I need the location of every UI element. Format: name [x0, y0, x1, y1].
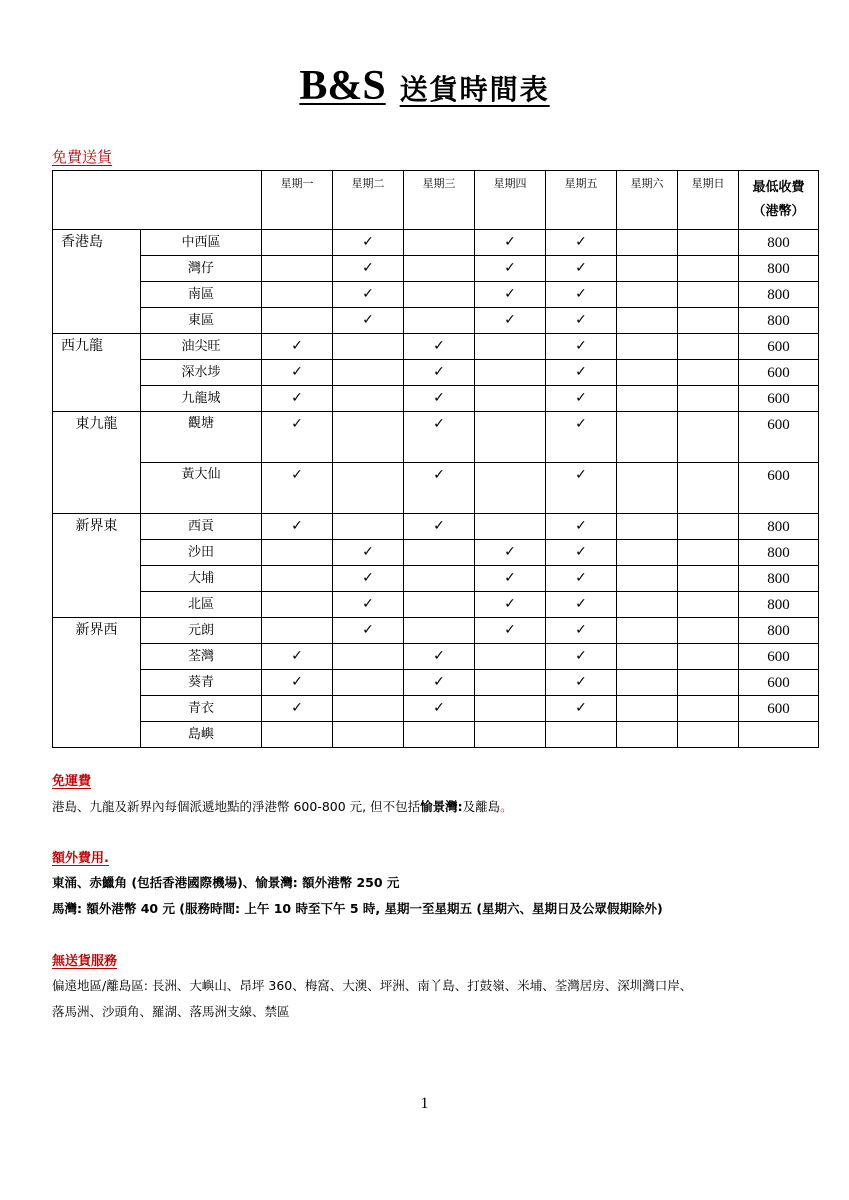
- check-icon: ✓: [433, 648, 445, 665]
- check-icon: ✓: [433, 674, 445, 691]
- day-cell: [678, 670, 739, 696]
- check-icon: ✓: [575, 648, 587, 665]
- min-fee-value: 800: [739, 514, 819, 540]
- day-cell: [333, 540, 404, 566]
- extra-fee-line1: 東涌、赤鱲角 (包括香港國際機場)、愉景灣: 額外港幣 250 元: [52, 875, 400, 890]
- header-day: 星期五: [546, 171, 617, 230]
- table-row: [53, 360, 819, 386]
- day-cell: [546, 463, 617, 514]
- day-cell: [546, 618, 617, 644]
- table-row: [53, 566, 819, 592]
- district-name: 島嶼: [141, 722, 262, 748]
- check-icon: ✓: [291, 467, 303, 483]
- day-cell: [404, 412, 475, 463]
- district-name: 九龍城: [141, 386, 262, 412]
- day-cell: [546, 334, 617, 360]
- day-cell: [475, 722, 546, 748]
- header-min-fee-line2: （港幣）: [752, 204, 805, 219]
- table-row: [53, 540, 819, 566]
- table-row: [53, 618, 819, 644]
- day-cell: [333, 412, 404, 463]
- day-cell: [678, 386, 739, 412]
- check-icon: ✓: [575, 286, 587, 303]
- day-cell: [404, 230, 475, 256]
- day-cell: [475, 514, 546, 540]
- check-icon: ✓: [504, 234, 516, 251]
- day-cell: [617, 360, 678, 386]
- day-cell: [333, 696, 404, 722]
- day-cell: [262, 386, 333, 412]
- check-icon: ✓: [433, 518, 445, 535]
- min-fee-value: 800: [739, 282, 819, 308]
- min-fee-value: [739, 722, 819, 748]
- day-cell: [404, 592, 475, 618]
- check-icon: ✓: [575, 570, 587, 587]
- district-name: 灣仔: [141, 256, 262, 282]
- day-cell: [617, 722, 678, 748]
- region-name: 東九龍: [53, 412, 141, 514]
- table-row: [53, 592, 819, 618]
- region-name: 新界西: [53, 618, 141, 748]
- min-fee-value: 600: [739, 334, 819, 360]
- day-cell: [333, 566, 404, 592]
- day-cell: [404, 282, 475, 308]
- district-name: 荃灣: [141, 644, 262, 670]
- check-icon: ✓: [575, 260, 587, 277]
- region-name: 香港島: [53, 230, 141, 334]
- day-cell: [678, 592, 739, 618]
- min-fee-value: 800: [739, 308, 819, 334]
- table-row: [53, 334, 819, 360]
- check-icon: ✓: [504, 312, 516, 329]
- check-icon: ✓: [575, 416, 587, 432]
- check-icon: ✓: [362, 234, 374, 251]
- table-row: [53, 412, 819, 463]
- day-cell: [475, 308, 546, 334]
- day-cell: [546, 256, 617, 282]
- day-cell: [475, 230, 546, 256]
- day-cell: [475, 566, 546, 592]
- region-name: 西九龍: [53, 334, 141, 412]
- check-icon: ✓: [362, 570, 374, 587]
- day-cell: [333, 644, 404, 670]
- check-icon: ✓: [433, 390, 445, 407]
- table-row: [53, 256, 819, 282]
- day-cell: [262, 412, 333, 463]
- day-cell: [617, 592, 678, 618]
- min-fee-value: 800: [739, 618, 819, 644]
- table-row: [53, 282, 819, 308]
- day-cell: [404, 566, 475, 592]
- day-cell: [617, 282, 678, 308]
- title-text: 送貨時間表: [399, 73, 550, 106]
- day-cell: [678, 514, 739, 540]
- day-cell: [678, 722, 739, 748]
- district-name: 青衣: [141, 696, 262, 722]
- day-cell: [475, 540, 546, 566]
- day-cell: [678, 618, 739, 644]
- table-row: [53, 670, 819, 696]
- day-cell: [262, 670, 333, 696]
- day-cell: [678, 644, 739, 670]
- day-cell: [333, 334, 404, 360]
- day-cell: [678, 412, 739, 463]
- district-name: 黃大仙: [141, 463, 262, 514]
- day-cell: [333, 308, 404, 334]
- day-cell: [262, 592, 333, 618]
- table-row: [53, 722, 819, 748]
- table-row: [53, 644, 819, 670]
- check-icon: ✓: [433, 416, 445, 432]
- day-cell: [617, 644, 678, 670]
- day-cell: [475, 282, 546, 308]
- day-cell: [617, 696, 678, 722]
- day-cell: [546, 644, 617, 670]
- district-name: 東區: [141, 308, 262, 334]
- day-cell: [546, 670, 617, 696]
- check-icon: ✓: [291, 416, 303, 432]
- day-cell: [617, 514, 678, 540]
- day-cell: [475, 412, 546, 463]
- check-icon: ✓: [575, 390, 587, 407]
- check-icon: ✓: [362, 312, 374, 329]
- day-cell: [404, 334, 475, 360]
- min-fee-value: 600: [739, 386, 819, 412]
- day-cell: [546, 592, 617, 618]
- check-icon: ✓: [291, 364, 303, 381]
- min-fee-value: 800: [739, 230, 819, 256]
- min-fee-value: 600: [739, 412, 819, 463]
- day-cell: [617, 463, 678, 514]
- check-icon: ✓: [575, 622, 587, 639]
- district-name: 深水埗: [141, 360, 262, 386]
- check-icon: ✓: [575, 364, 587, 381]
- table-row: [53, 308, 819, 334]
- no-delivery-line2: 落馬洲、沙頭角、羅湖、落馬洲支線、禁區: [52, 1004, 290, 1019]
- extra-fee-heading: 額外費用.: [52, 851, 109, 866]
- no-delivery-heading: 無送貨服務: [52, 954, 118, 969]
- day-cell: [262, 566, 333, 592]
- day-cell: [333, 256, 404, 282]
- day-cell: [262, 230, 333, 256]
- min-fee-value: 800: [739, 256, 819, 282]
- day-cell: [678, 566, 739, 592]
- day-cell: [262, 514, 333, 540]
- check-icon: ✓: [291, 674, 303, 691]
- day-cell: [404, 463, 475, 514]
- day-cell: [475, 386, 546, 412]
- header-day: 星期六: [617, 171, 678, 230]
- day-cell: [546, 386, 617, 412]
- check-icon: ✓: [291, 338, 303, 355]
- district-name: 中西區: [141, 230, 262, 256]
- day-cell: [617, 230, 678, 256]
- day-cell: [678, 230, 739, 256]
- day-cell: [262, 696, 333, 722]
- day-cell: [404, 360, 475, 386]
- day-cell: [678, 696, 739, 722]
- check-icon: ✓: [291, 518, 303, 535]
- table-row: [53, 230, 819, 256]
- day-cell: [262, 308, 333, 334]
- day-cell: [333, 618, 404, 644]
- check-icon: ✓: [504, 260, 516, 277]
- day-cell: [546, 360, 617, 386]
- district-name: 西貢: [141, 514, 262, 540]
- district-name: 葵青: [141, 670, 262, 696]
- day-cell: [404, 696, 475, 722]
- day-cell: [617, 412, 678, 463]
- day-cell: [262, 334, 333, 360]
- min-fee-value: 800: [739, 540, 819, 566]
- check-icon: ✓: [575, 674, 587, 691]
- day-cell: [617, 670, 678, 696]
- day-cell: [262, 282, 333, 308]
- day-cell: [678, 282, 739, 308]
- district-name: 觀塘: [141, 412, 262, 463]
- day-cell: [333, 670, 404, 696]
- day-cell: [546, 514, 617, 540]
- day-cell: [678, 308, 739, 334]
- day-cell: [333, 514, 404, 540]
- page-title: [0, 62, 849, 110]
- day-cell: [333, 463, 404, 514]
- check-icon: ✓: [504, 596, 516, 613]
- day-cell: [404, 618, 475, 644]
- day-cell: [333, 386, 404, 412]
- extra-fee-line2: 馬灣: 額外港幣 40 元 (服務時間: 上午 10 時至下午 5 時, 星期一至星期五 (星期六、星期日及公眾假期除外): [52, 901, 663, 916]
- header-min-fee: [739, 171, 819, 230]
- district-name: 油尖旺: [141, 334, 262, 360]
- day-cell: [678, 360, 739, 386]
- check-icon: ✓: [504, 544, 516, 561]
- day-cell: [617, 618, 678, 644]
- day-cell: [546, 308, 617, 334]
- check-icon: ✓: [504, 286, 516, 303]
- check-icon: ✓: [575, 338, 587, 355]
- check-icon: ✓: [291, 700, 303, 717]
- check-icon: ✓: [504, 622, 516, 639]
- header-day: 星期日: [678, 171, 739, 230]
- check-icon: ✓: [362, 544, 374, 561]
- waiver-text-main: 港島、九龍及新界內每個派遞地點的淨港幣 600-800 元, 但不包括: [52, 799, 421, 814]
- check-icon: ✓: [362, 622, 374, 639]
- min-fee-value: 600: [739, 360, 819, 386]
- table-row: [53, 386, 819, 412]
- day-cell: [262, 540, 333, 566]
- header-day: 星期四: [475, 171, 546, 230]
- day-cell: [617, 386, 678, 412]
- day-cell: [262, 618, 333, 644]
- day-cell: [333, 282, 404, 308]
- check-icon: ✓: [291, 390, 303, 407]
- day-cell: [475, 670, 546, 696]
- header-day: 星期一: [262, 171, 333, 230]
- check-icon: ✓: [575, 596, 587, 613]
- table-row: [53, 463, 819, 514]
- day-cell: [546, 696, 617, 722]
- min-fee-value: 600: [739, 670, 819, 696]
- min-fee-value: 600: [739, 463, 819, 514]
- check-icon: ✓: [362, 260, 374, 277]
- day-cell: [333, 722, 404, 748]
- check-icon: ✓: [575, 312, 587, 329]
- table-row: [53, 514, 819, 540]
- min-fee-value: 600: [739, 644, 819, 670]
- day-cell: [475, 334, 546, 360]
- day-cell: [546, 540, 617, 566]
- day-cell: [404, 670, 475, 696]
- check-icon: ✓: [504, 570, 516, 587]
- day-cell: [475, 618, 546, 644]
- check-icon: ✓: [575, 700, 587, 717]
- no-delivery-line1: 偏遠地區/離島區: 長洲、大嶼山、昂坪 360、梅窩、大澳、坪洲、南丫島、打鼓嶺、米埔、荃灣居房、深圳灣口岸、: [52, 978, 693, 993]
- district-name: 北區: [141, 592, 262, 618]
- header-min-fee-line1: 最低收費: [752, 180, 805, 195]
- check-icon: ✓: [433, 700, 445, 717]
- day-cell: [617, 334, 678, 360]
- day-cell: [475, 256, 546, 282]
- check-icon: ✓: [433, 467, 445, 483]
- day-cell: [546, 230, 617, 256]
- header-blank: [53, 171, 262, 230]
- table-row: [53, 696, 819, 722]
- table-header-row: [53, 171, 819, 230]
- waiver-text: [52, 797, 513, 815]
- check-icon: ✓: [433, 364, 445, 381]
- day-cell: [617, 540, 678, 566]
- waiver-text-after: 及離島: [462, 799, 501, 814]
- day-cell: [475, 644, 546, 670]
- title-brand: B&S: [299, 63, 386, 109]
- region-name: 新界東: [53, 514, 141, 618]
- day-cell: [617, 256, 678, 282]
- waiver-text-bold: 愉景灣:: [420, 799, 463, 814]
- free-delivery-heading: 免費送貨: [52, 148, 113, 166]
- day-cell: [475, 592, 546, 618]
- day-cell: [262, 722, 333, 748]
- district-name: 南區: [141, 282, 262, 308]
- district-name: 沙田: [141, 540, 262, 566]
- day-cell: [404, 644, 475, 670]
- day-cell: [546, 566, 617, 592]
- header-day: 星期三: [404, 171, 475, 230]
- day-cell: [404, 256, 475, 282]
- waiver-heading: 免運費: [52, 774, 92, 789]
- min-fee-value: 800: [739, 566, 819, 592]
- check-icon: ✓: [575, 544, 587, 561]
- check-icon: ✓: [362, 286, 374, 303]
- day-cell: [678, 540, 739, 566]
- header-day: 星期二: [333, 171, 404, 230]
- day-cell: [262, 644, 333, 670]
- day-cell: [262, 256, 333, 282]
- day-cell: [404, 514, 475, 540]
- day-cell: [678, 334, 739, 360]
- check-icon: ✓: [433, 338, 445, 355]
- day-cell: [546, 412, 617, 463]
- min-fee-value: 600: [739, 696, 819, 722]
- day-cell: [546, 282, 617, 308]
- day-cell: [262, 360, 333, 386]
- district-name: 大埔: [141, 566, 262, 592]
- day-cell: [678, 256, 739, 282]
- day-cell: [475, 696, 546, 722]
- day-cell: [617, 308, 678, 334]
- day-cell: [678, 463, 739, 514]
- waiver-text-end: 。: [500, 799, 513, 814]
- day-cell: [404, 308, 475, 334]
- day-cell: [333, 592, 404, 618]
- min-fee-value: 800: [739, 592, 819, 618]
- day-cell: [262, 463, 333, 514]
- day-cell: [475, 463, 546, 514]
- day-cell: [475, 360, 546, 386]
- delivery-schedule-table: [52, 170, 819, 748]
- day-cell: [617, 566, 678, 592]
- day-cell: [404, 386, 475, 412]
- check-icon: ✓: [575, 234, 587, 251]
- check-icon: ✓: [575, 467, 587, 483]
- day-cell: [404, 540, 475, 566]
- check-icon: ✓: [362, 596, 374, 613]
- day-cell: [546, 722, 617, 748]
- check-icon: ✓: [575, 518, 587, 535]
- check-icon: ✓: [291, 648, 303, 665]
- day-cell: [333, 360, 404, 386]
- district-name: 元朗: [141, 618, 262, 644]
- page-number: 1: [420, 1095, 429, 1112]
- day-cell: [404, 722, 475, 748]
- day-cell: [333, 230, 404, 256]
